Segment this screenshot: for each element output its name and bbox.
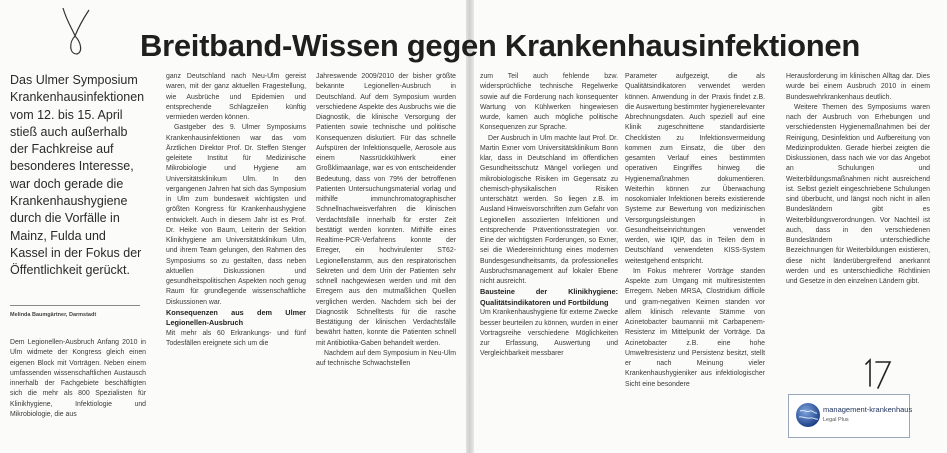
page-fold xyxy=(466,0,474,453)
intro-text: Das Ulmer Symposium Krankenhausinfektionen vom 12. bis 15. April stieß auch außerhalb der Fachkreise auf besonderes Interesse, war doch gerade die Krankenhaushygiene durch die Vorfälle in Mainz, Fulda und Kassel in der Fokus der Öffentlichkeit gerückt. xyxy=(10,73,145,278)
column-5 xyxy=(625,72,765,448)
column-4 xyxy=(480,72,618,448)
paragraph: Herausforderung im klinischen Alltag dar. Dies wurde bei einem Ausbruch 2010 in einem Bundeswehrkrankenhaus deutlich. xyxy=(786,73,930,101)
paragraph: zum Teil auch fehlende bzw. widersprüchliche technische Regelwerke sowie auf die Forderung nach konsequenter Wartung von Kühlwerken hingewiesen wurde, kamen auch mögliche politische Konsequenzen zur Sprache. xyxy=(480,73,618,132)
author-line: Melinda Baumgärtner, Darmstadt xyxy=(10,312,97,318)
paragraph: Weitere Themen des Symposiums waren nach der Ausbruch von Erhebungen und verschiedensten Hygienemaßnahmen bei der Reinigung, Desinfektion und Aufbereitung von Medizinprodukten. Gerade hierbei zeigten die Diskussionen, dass nach wie vor das Angebot an Schulungen und Weiterbildungsmaßnahmen nicht ausreichend ist. Selbst gezielt eingeschriebene Schulungen sind überbucht, und längst noch nicht in allen Bundesländern gibt es Weiterbildungsverordnungen. Vor Nachteil ist auch, dass in den verschiedenen Bundesländern unterschiedliche Bezeichnungen für Weiterbildungen existieren, diese nicht länderübergreifend anerkannt werden und es unterschiedliche Richtlinien und Gesetze in den einzelnen Ländern gibt. xyxy=(786,103,930,285)
headline: Breitband-Wissen gegen Krankenhausinfektionen xyxy=(140,28,861,63)
paragraph: Dem Legionellen-Ausbruch Anfang 2010 in Ulm widmete der Kongress gleich einen eigenen Block mit Vorträgen. Neben einem umfassenden wissenschaftlichen Austausch innerhalb der Fachgebiete beschäftigten sich die mehr als 800 Spezialisten für Klinikhygiene, Infektiologie und Mikrobiologie, die aus xyxy=(10,339,146,418)
column-3 xyxy=(316,72,456,448)
intro-divider xyxy=(10,305,140,306)
publisher-logo xyxy=(788,394,913,438)
paragraph: Parameter aufgezeigt, die als Qualitätsindikatoren verwendet werden können. Anwendung in der Praxis findet z.B. die Auswertung bestimmter hygienerelevanter Abrechnungsdaten. Auch speziell auf eine Klinik zugeschnittene standardisierte Checklisten zu Infektionsvermeidung kommen zum Einsatz, die über den gesamten Verlauf eines bestimmten operativen Eingriffes hinweg die Hygienemaßnahmen dokumentieren. Weiterhin können zur Überwachung nosokomialer Infektionen bereits existierende Systeme zur Bewertung von medizinischen Versorgungsleistungen in Gesundheitseinrichtungen verwendet werden, wie IQIP, das in Teilen dem in Deutschland verwendeten KISS-System weitestgehend entspricht. xyxy=(625,73,765,265)
logo-subtitle: Legal Plus xyxy=(823,417,849,423)
paragraph: Um Krankenhaushygiene für externe Zwecke besser beurteilen zu können, wurden in einer Vortragsreihe verschiedene Möglichkeiten zur Erfassung, Auswertung und Vergleichbarkeit messbarer xyxy=(480,309,618,358)
paragraph: Nachdem auf dem Symposium in Neu-Ulm auf technische Schwachstellen xyxy=(316,349,456,367)
paragraph: Jahreswende 2009/2010 der bisher größte bekannte Legionellen-Ausbruch in Deutschland. Auf dem Symposium wurden verschiedene Aspekte des Ausbruchs wie die Diagnostik, die klinische Versorgung der Patienten sowie technische und politische Konsequenzen diskutiert. Für das schnelle Aufspüren der Infektionsquelle, Aerosole aus einem Nassrückkühlwerk einer Großklimaanlage, war es von entscheidender Bedeutung, dass von 79% der betroffenen Patienten Untersuchungsmaterial vorlag und mithilfe immunchromatographischer Schnellnachweisverfahren die klinischen Verdachtsfälle innerhalb für erster Zeit bestätigt werden konnten. Mithilfe eines Realtime-PCR-Verfahrens konnte der Erreger, ein hochvirulenter ST62-Legionellenstamm, aus den respiratorischen Sekreten und dem Urin der Patienten sehr schnell nachgewiesen werden und mit den Erregern aus den mutmaßlichen Quellen verglichen werden. Nachdem sich bei der Diagnostik Schnelltests für die rasche Bestätigung der klinischen Verdachtsfälle bewährt hatten, konnte die Patienten schnell mit Antibiotika-Gaben behandelt werden. xyxy=(316,73,456,347)
handwritten-mark xyxy=(55,4,95,59)
paragraph: Gastgeber des 9. Ulmer Symposiums Krankenhausinfektionen war das vom Ärztlichen Direktor Prof. Dr. Steffen Stenger geleitete Institut für Medizinische Mikrobiologie und Hygiene am Universitätsklinikum Ulm. In den vergangenen Jahren hat sich das Symposium in Ulm zum bundesweit wichtigsten und größten Kongress für Krankenhaushygiene entwickelt. Auch in diesem Jahr ist es Prof. Dr. Heike von Baum, Leiterin der Sektion Klinikhygiene am Universitätsklinikum Ulm, und ihrem Team gelungen, den Rahmen des Symposiums so zu gestalten, dass neben aktuellen Diskussionen und gesundheitspolitischen Aspekten noch genug Raum für grundlegende wissenschaftliche Diskussionen war. xyxy=(166,124,306,306)
column-6 xyxy=(786,72,930,362)
paragraph: ganz Deutschland nach Neu-Ulm gereist waren, mit der ganz aktuellen Fragestellung, wie Ausbrüche und Epidemien und entsprechende Schlagzeilen künftig vermieden werden können. xyxy=(166,73,306,121)
paragraph: Mit mehr als 60 Erkrankungs- und fünf Todesfällen ereignete sich um die xyxy=(166,329,306,347)
column-1 xyxy=(10,338,146,446)
handwritten-page-number xyxy=(862,356,894,392)
logo-title: management-krankenhaus xyxy=(823,405,913,414)
globe-icon xyxy=(794,401,822,429)
subheading: Bausteine der Klinikhygiene: Qualitätsindikatoren und Fortbildung xyxy=(480,287,618,307)
paragraph: Im Fokus mehrerer Vorträge standen Aspekte zum Umgang mit multiresistenten Erregern. Neben MRSA, Clostridium difficile und gram-negativen Keimen standen vor allem klinisch relevante Stämme von Acinetobacter baumannii mit Carbapenem-Resistenz im Mittelpunkt der Vorträge. Da Acinetobacter z.B. eine hohe Umweltresistenz und Persistenz besitzt, stellt er nach Meinung vieler Krankenhaushygieniker aus infektiologischer Sicht eine besondere xyxy=(625,267,765,388)
paragraph: Der Ausbruch in Ulm machte laut Prof. Dr. Martin Exner vom Universitätsklinikum Bonn klar, dass in Deutschland im öffentlichen Gesundheitsschutz Mängel vorliegen und mikrobiologische Risiken im Gegensatz zu chemisch-physikalischen Risiken unterschätzt werden. So liegen z.B. im Ausland Hinweisvorschriften zum Gefahr von Legionellen assoziierten Infektionen und entsprechende Präventionsstrategien vor. Eine der wichtigsten Forderungen, so Exner, sei die Wiedereinrichtung eines modernen Bundesgesundheitsamts, da professionelles Ausbruchsmanagement auf lokaler Ebene nicht ausreicht. xyxy=(480,134,618,285)
subheading: Konsequenzen aus dem Ulmer Legionellen-Ausbruch xyxy=(166,307,306,328)
column-2 xyxy=(166,72,306,448)
